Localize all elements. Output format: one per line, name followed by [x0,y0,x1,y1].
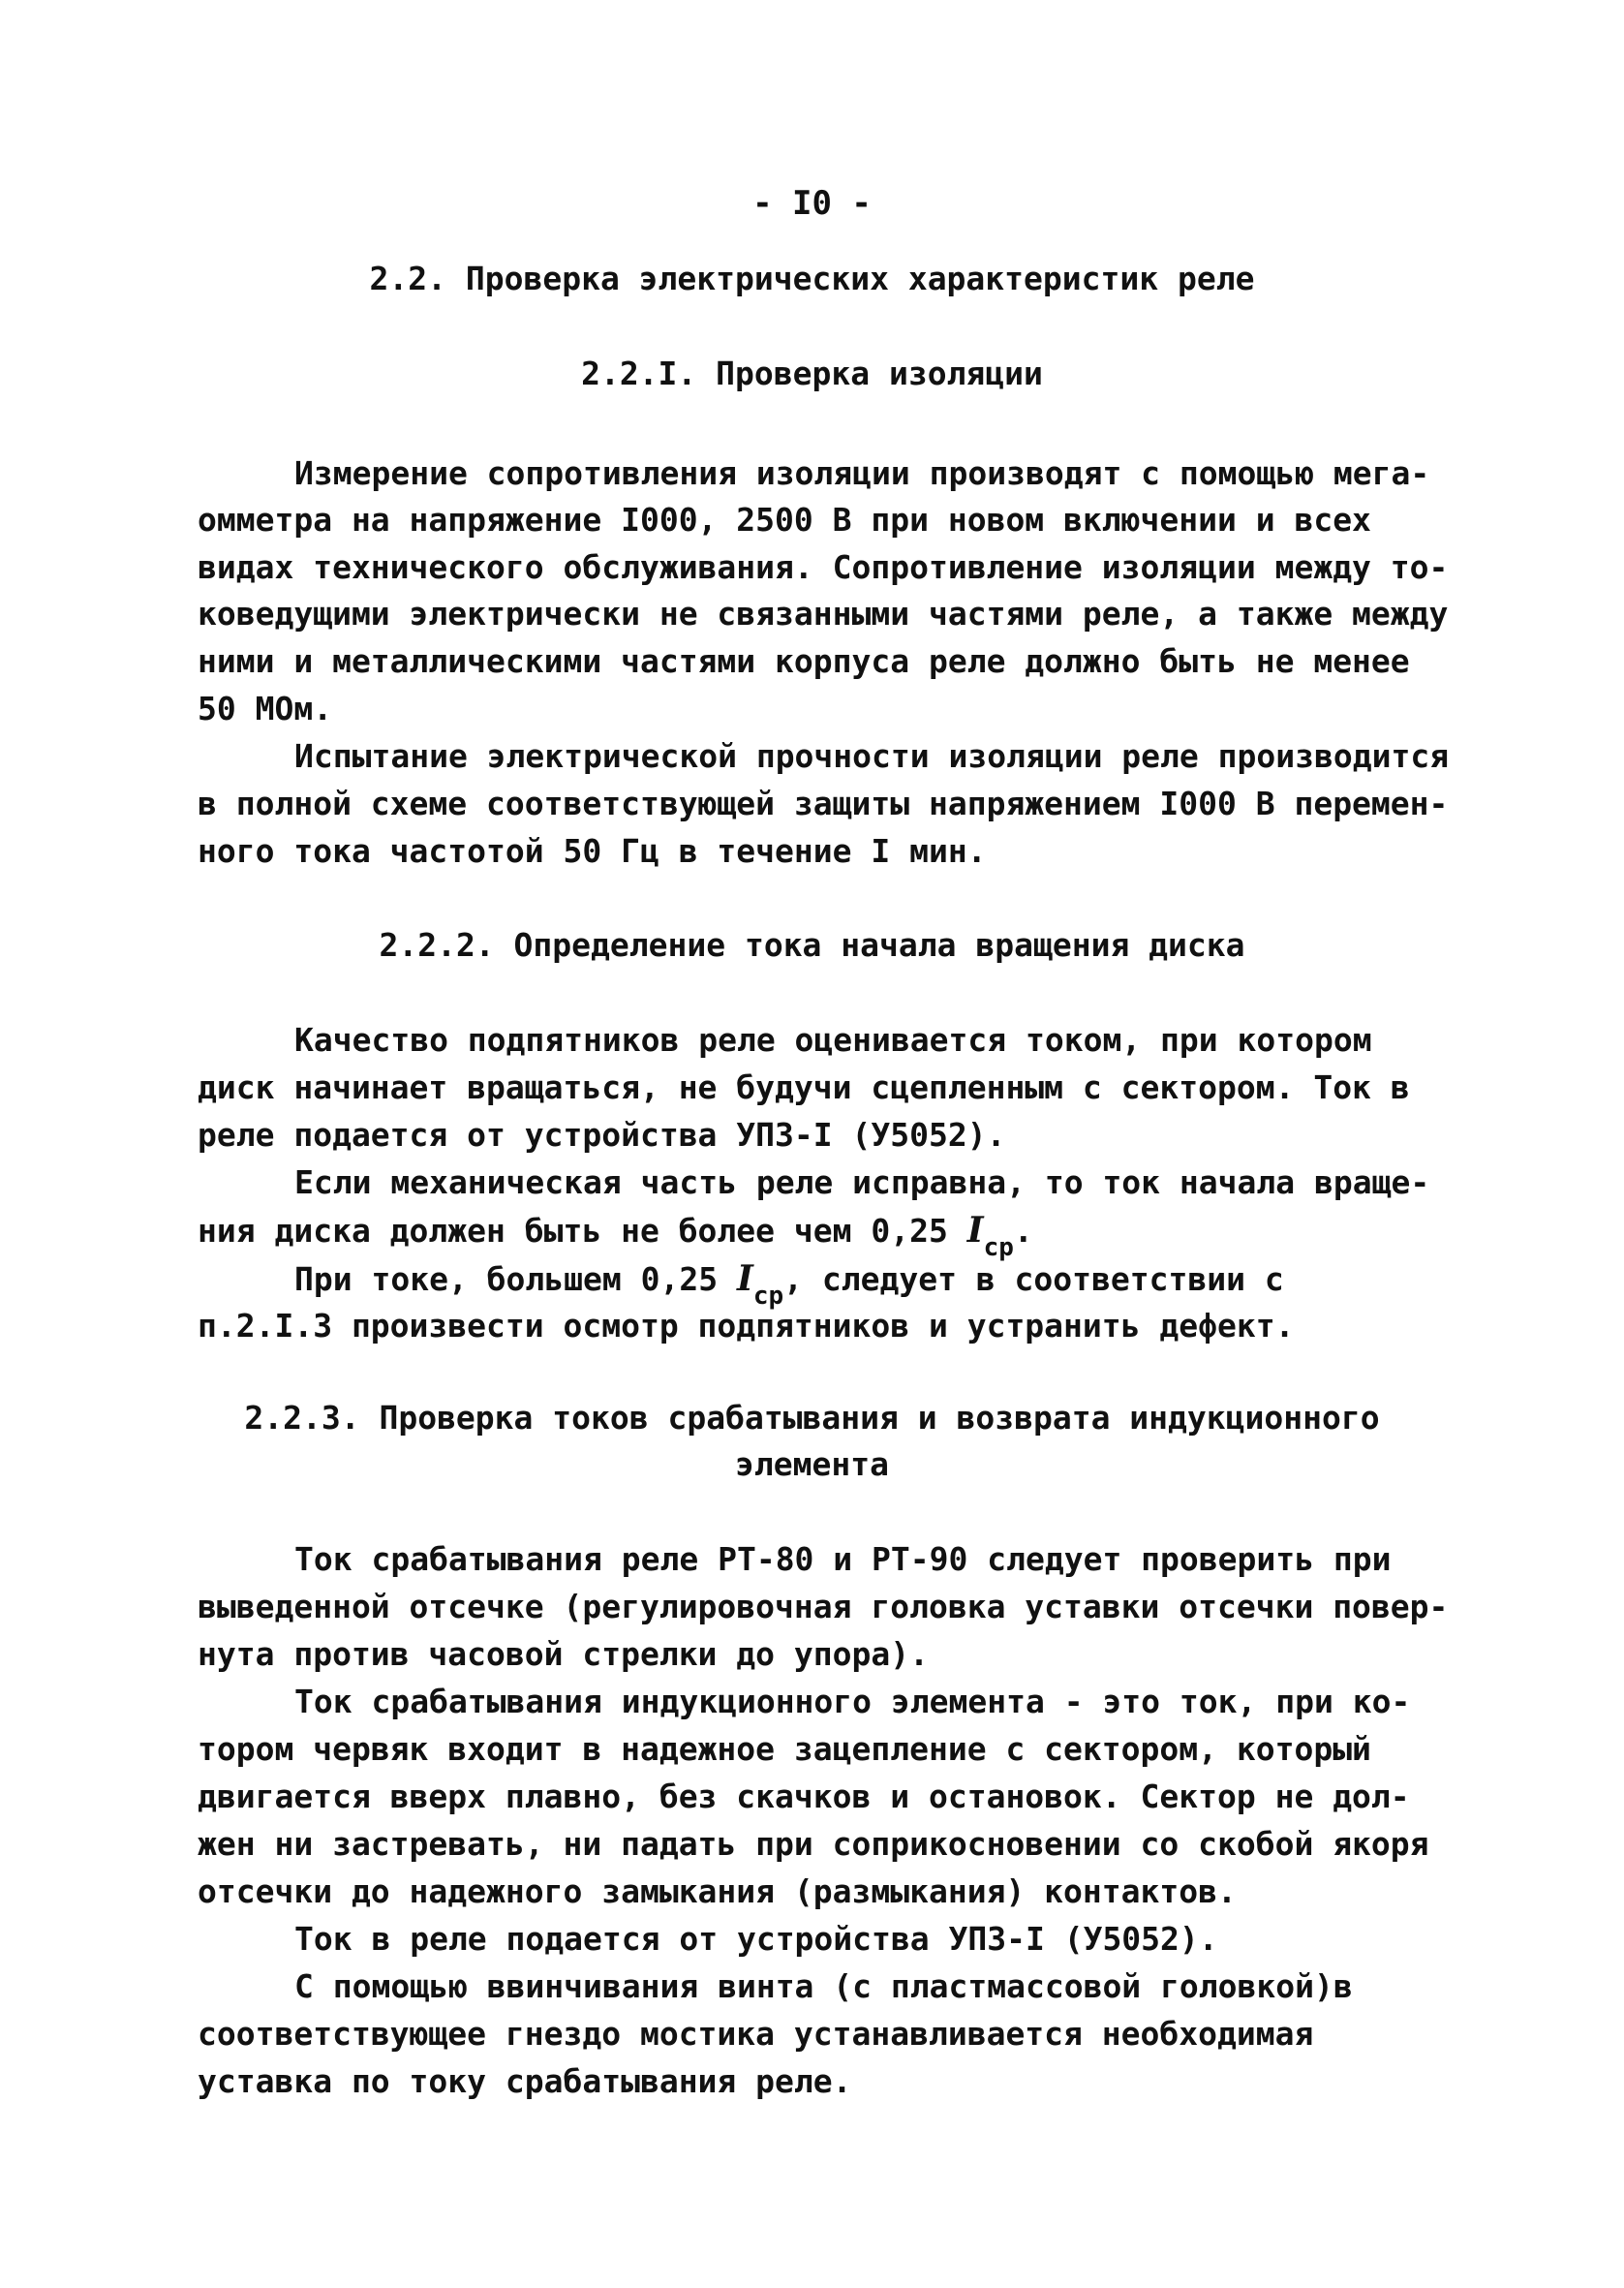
section-2-2-2-heading: 2.2.2. Определение тока начала вращения диска [379,926,1245,964]
paragraph-line: Измерение сопротивления изоляции производят с помощью мега- [294,454,1430,492]
paragraph-line: коведущими электрически не связанными частями реле, а также между [198,595,1449,633]
paragraph-line: Если механическая часть реле исправна, то ток начала враще- [294,1163,1430,1201]
paragraph-line: тором червяк входит в надежное зацепление с сектором, который [198,1730,1371,1768]
section-2-2-3-heading: 2.2.3. Проверка токов срабатывания и возврата индукционного [244,1399,1380,1437]
formula-text: При токе, большем 0,25 [294,1260,737,1298]
paragraph-line: соответствующее гнездо мостика устанавливается необходимая [198,2015,1314,2053]
paragraph-line-with-formula [294,1255,1284,1311]
page-number: - I0 - [752,184,872,223]
paragraph-line: диск начинает вращаться, не будучи сцепленным с сектором. Ток в [198,1068,1410,1106]
section-2-2-3-heading-cont: элемента [735,1445,889,1483]
section-2-2-heading: 2.2. Проверка электрических характеристик реле [369,260,1255,297]
paragraph-line: ними и металлическими частями корпуса реле должно быть не менее [198,642,1410,680]
paragraph-line: видах технического обслуживания. Сопротивление изоляции между то- [198,548,1449,586]
current-subscript: ср [983,1233,1014,1262]
current-subscript: ср [752,1282,784,1311]
formula-suffix: . [1013,1212,1033,1250]
current-symbol: I [736,1258,753,1299]
paragraph-line: омметра на напряжение I000, 2500 В при новом включении и всех [198,501,1371,539]
paragraph-line: реле подается от устройства УПЗ-I (У5052). [198,1116,1006,1154]
paragraph-line: ного тока частотой 50 Гц в течение I мин. [198,832,987,870]
paragraph-line: жен ни застревать, ни падать при соприкосновении со скобой якоря [198,1825,1429,1863]
paragraph-line: п.2.I.3 произвести осмотр подпятников и устранить дефект. [198,1307,1295,1345]
formula-text: ния диска должен быть не более чем 0,25 [198,1212,967,1250]
current-symbol: I [966,1210,984,1251]
paragraph-line: в полной схеме соответствующей защиты напряжением I000 В перемен- [198,785,1449,822]
paragraph-line: двигается вверх плавно, без скачков и остановок. Сектор не дол- [198,1778,1410,1815]
paragraph-line: Ток в реле подается от устройства УПЗ-I (У5052). [294,1920,1218,1958]
section-2-2-1-heading: 2.2.I. Проверка изоляции [581,355,1043,392]
paragraph-line: Ток срабатывания реле РТ-80 и РТ-90 следует проверить при [294,1540,1392,1578]
paragraph-line: отсечки до надежного замыкания (размыкания) контактов. [198,1872,1237,1910]
formula-suffix: , следует в соответствии с [783,1260,1284,1298]
paragraph-line: выведенной отсечке (регулировочная головка уставки отсечки повер- [198,1588,1449,1625]
paragraph-line-with-formula [198,1207,1033,1262]
paragraph-line: Качество подпятников реле оценивается током, при котором [294,1021,1372,1059]
paragraph-line: нута против часовой стрелки до упора). [198,1635,929,1673]
paragraph-line: Ток срабатывания индукционного элемента - это ток, при ко- [294,1683,1411,1720]
paragraph-line: Испытание электрической прочности изоляции реле производится [294,737,1450,775]
paragraph-line: уставка по току срабатывания реле. [198,2062,852,2100]
paragraph-line: 50 МОм. [198,690,333,727]
paragraph-line: С помощью ввинчивания винта (с пластмассовой головкой)в [294,1967,1353,2005]
